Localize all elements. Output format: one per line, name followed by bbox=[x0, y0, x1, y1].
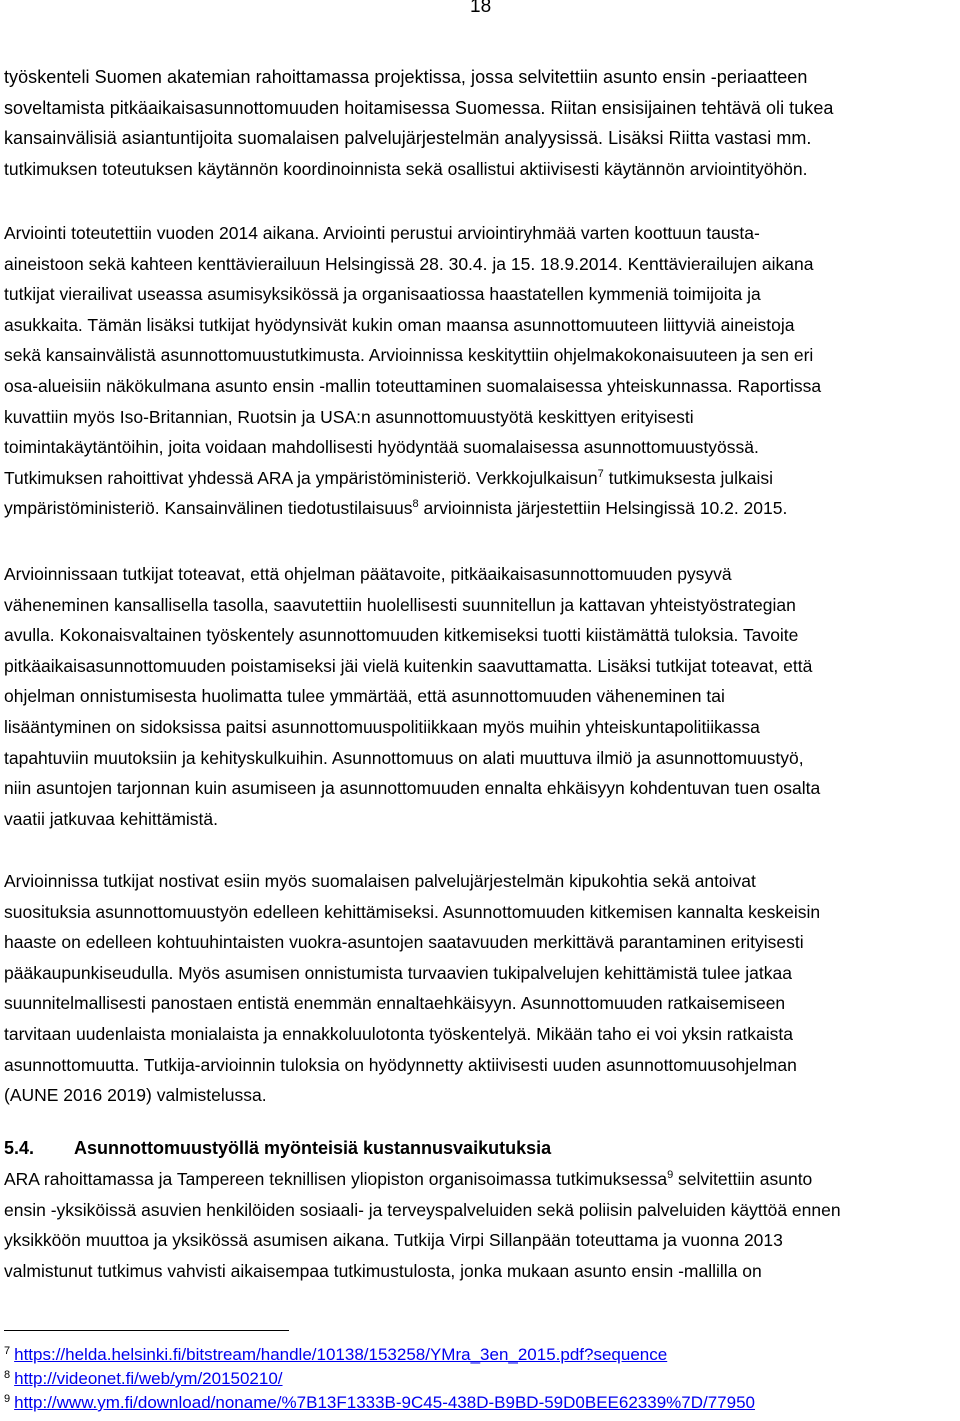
text-line: ohjelman onnistumisesta huolimatta tulee ymmärtää, että asunnottomuuden väheneminen tai bbox=[4, 686, 725, 707]
footnote-number: 8 bbox=[4, 1369, 11, 1381]
section-heading bbox=[4, 1133, 551, 1163]
text-line: valmistunut tutkimus vahvisti aikaisempaa tutkimustulosta, jonka mukaan asunto ensin -mallilla on bbox=[4, 1260, 762, 1281]
text-line: soveltamista pitkäaikaisasunnottomuuden hoitamisessa Suomessa. Riitan ensisijainen tehtävä oli tukea bbox=[4, 97, 834, 118]
text-line: tutkimuksen toteutuksen käytännön koordinoinnista sekä osallistui aktiivisesti käytännön arviointityöhön. bbox=[4, 158, 808, 179]
paragraph-5 bbox=[4, 1164, 956, 1286]
text-line: kansainvälisiä asiantuntijoita suomalaisen palvelujärjestelmän analyysissä. Lisäksi Riitta vastasi mm. bbox=[4, 128, 812, 149]
text-line: tarvitaan uudenlaista monialaista ja ennakkoluulotonta työskentelyä. Mikään taho ei voi yksin ratkaista bbox=[4, 1023, 793, 1044]
footnote-ref[interactable]: 9 bbox=[667, 1169, 674, 1181]
text-run: selvitettiin asunto bbox=[673, 1169, 813, 1189]
footnote-link[interactable]: http://www.ym.fi/download/noname/%7B13F1333B-9C45-438D-B9BD-59D0BEE62339%7D/77950 bbox=[14, 1393, 756, 1412]
footnote-separator bbox=[4, 1330, 289, 1331]
paragraph-4 bbox=[4, 866, 956, 1111]
paragraph-3 bbox=[4, 559, 956, 834]
text-line: ensin -yksiköissä asuvien henkilöiden sosiaali- ja terveyspalveluiden sekä poliisin palveluiden käyttöä ennen bbox=[4, 1199, 841, 1220]
text-run: ympäristöministeriö. Kansainvälinen tiedotustilaisuus bbox=[4, 498, 413, 519]
text-line: suunnitelmallisesti panostaen entistä enemmän ennaltaehkäisyyn. Asunnottomuuden ratkaisemiseen bbox=[4, 993, 786, 1014]
text-line bbox=[4, 493, 956, 524]
text-line: Arviointi toteutettiin vuoden 2014 aikana. Arviointi perustui arviointiryhmää varten koottuun tausta- bbox=[4, 223, 760, 243]
section-title: Asunnottomuustyöllä myönteisiä kustannusvaikutuksia bbox=[74, 1138, 552, 1158]
footnote-link[interactable]: https://helda.helsinki.fi/bitstream/handle/10138/153258/YMra_3en_2015.pdf?sequence bbox=[14, 1345, 668, 1364]
text-line: suosituksia asunnottomuustyön edelleen kehittämiseksi. Asunnottomuuden kitkemisen kannalta keskeisin bbox=[4, 901, 821, 922]
text-run: Tutkimuksen rahoittivat yhdessä ARA ja ympäristöministeriö. Verkkojulkaisun bbox=[4, 467, 598, 488]
text-line: väheneminen kansallisella tasolla, saavutettiin huolellisesti suunnitellun ja kattavan yhteistyöstrategian bbox=[4, 594, 796, 615]
text-line: asunnottomuutta. Tutkija-arvioinnin tuloksia on hyödynnetty aktiivisesti uuden asunnottomuusohjelman bbox=[4, 1054, 797, 1075]
text-line: niin asuntojen tarjonnan kuin asumiseen ja asunnottomuuden ennalta ehkäisyyn kohdentuvan tuen osalta bbox=[4, 778, 821, 799]
footnotes bbox=[4, 1343, 755, 1415]
text-line: pääkaupunkiseudulla. Myös asumisen onnistumista turvaavien tukipalvelujen kehittämistä tulee jatkaa bbox=[4, 962, 792, 983]
text-line: kuvattiin myös Iso-Britannian, Ruotsin ja USA:n asunnottomuustyötä keskittyen erityisesti bbox=[4, 406, 694, 427]
footnote-8 bbox=[4, 1367, 755, 1391]
text-line: työskenteli Suomen akatemian rahoittamassa projektissa, jossa selvitettiin asunto ensin -periaatteen bbox=[4, 67, 808, 87]
text-line: lisääntyminen on sidoksissa paitsi asunnottomuuspolitiikkaan myös muihin yhteiskuntapolitiikassa bbox=[4, 716, 760, 737]
text-line: avulla. Kokonaisvaltainen työskentely asunnottomuuden kitkemiseksi tuotti kiistämättä tuloksia. Tavoite bbox=[4, 625, 799, 646]
text-run: ARA rahoittamassa ja Tampereen teknillisen yliopiston organisoimassa tutkimuksessa bbox=[4, 1169, 668, 1189]
footnote-7 bbox=[4, 1343, 755, 1367]
text-line: Arvioinnissa tutkijat nostivat esiin myös suomalaisen palvelujärjestelmän kipukohtia sekä antoivat bbox=[4, 871, 756, 891]
footnote-number: 9 bbox=[4, 1393, 11, 1405]
text-line: haaste on edelleen kohtuuhintaisten vuokra-asuntojen saatavuuden merkittävä parantaminen erityisesti bbox=[4, 932, 804, 953]
text-line: vaatii jatkuvaa kehittämistä. bbox=[4, 808, 218, 829]
text-run: tutkimuksesta julkaisi bbox=[603, 467, 773, 488]
text-line: asukkaita. Tämän lisäksi tutkijat hyödynsivät kukin oman maansa asunnottomuuteen liittyviä aineistoja bbox=[4, 314, 795, 335]
text-line: Arvioinnissaan tutkijat toteavat, että ohjelman päätavoite, pitkäaikaisasunnottomuuden pysyvä bbox=[4, 564, 732, 584]
text-line: toimintakäytäntöihin, joita voidaan mahdollisesti hyödyntää suomalaisessa asunnottomuustyössä. bbox=[4, 437, 759, 458]
text-line bbox=[4, 463, 956, 494]
text-line: yksikköön muuttoa ja yksikössä asumisen aikana. Tutkija Virpi Sillanpään toteuttama ja vuonna 2013 bbox=[4, 1230, 783, 1251]
text-line bbox=[4, 1164, 956, 1195]
footnote-number: 7 bbox=[4, 1345, 11, 1357]
footnote-link[interactable]: http://videonet.fi/web/ym/20150210/ bbox=[14, 1369, 283, 1388]
text-run: arvioinnista järjestettiin Helsingissä 10.2. 2015. bbox=[418, 498, 788, 519]
page-number: 18 bbox=[470, 0, 492, 17]
section-number: 5.4. bbox=[4, 1138, 35, 1158]
text-line: sekä kansainvälistä asunnottomuustutkimusta. Arvioinnissa keskityttiin ohjelmakokonaisuuteen ja sen eri bbox=[4, 345, 814, 366]
footnote-ref[interactable]: 7 bbox=[597, 467, 604, 480]
text-line: (AUNE 2016 2019) valmistelussa. bbox=[4, 1085, 267, 1106]
paragraph-1 bbox=[4, 62, 956, 184]
text-line: tutkijat vierailivat useassa asumisyksikössä ja organisaatiossa haastatellen kymmeniä toimijoita ja bbox=[4, 284, 761, 305]
paragraph-2 bbox=[4, 218, 956, 524]
text-line: aineistoon sekä kahteen kenttävierailuun Helsingissä 28. 30.4. ja 15. 18.9.2014. Kenttävierailujen aikana bbox=[4, 253, 814, 274]
footnote-ref[interactable]: 8 bbox=[412, 498, 419, 511]
footnote-9 bbox=[4, 1391, 755, 1415]
text-line: pitkäaikaisasunnottomuuden poistamiseksi jäi vielä kuitenkin saavuttamatta. Lisäksi tutkijat toteavat, että bbox=[4, 655, 813, 676]
text-line: tapahtuviin muutoksiin ja kehityskulkuihin. Asunnottomuus on alati muuttuva ilmiö ja asunnottomuustyö, bbox=[4, 747, 804, 768]
text-line: osa-alueisiin näkökulmana asunto ensin -mallin toteuttaminen suomalaisessa yhteiskunnassa. Raportissa bbox=[4, 375, 822, 396]
